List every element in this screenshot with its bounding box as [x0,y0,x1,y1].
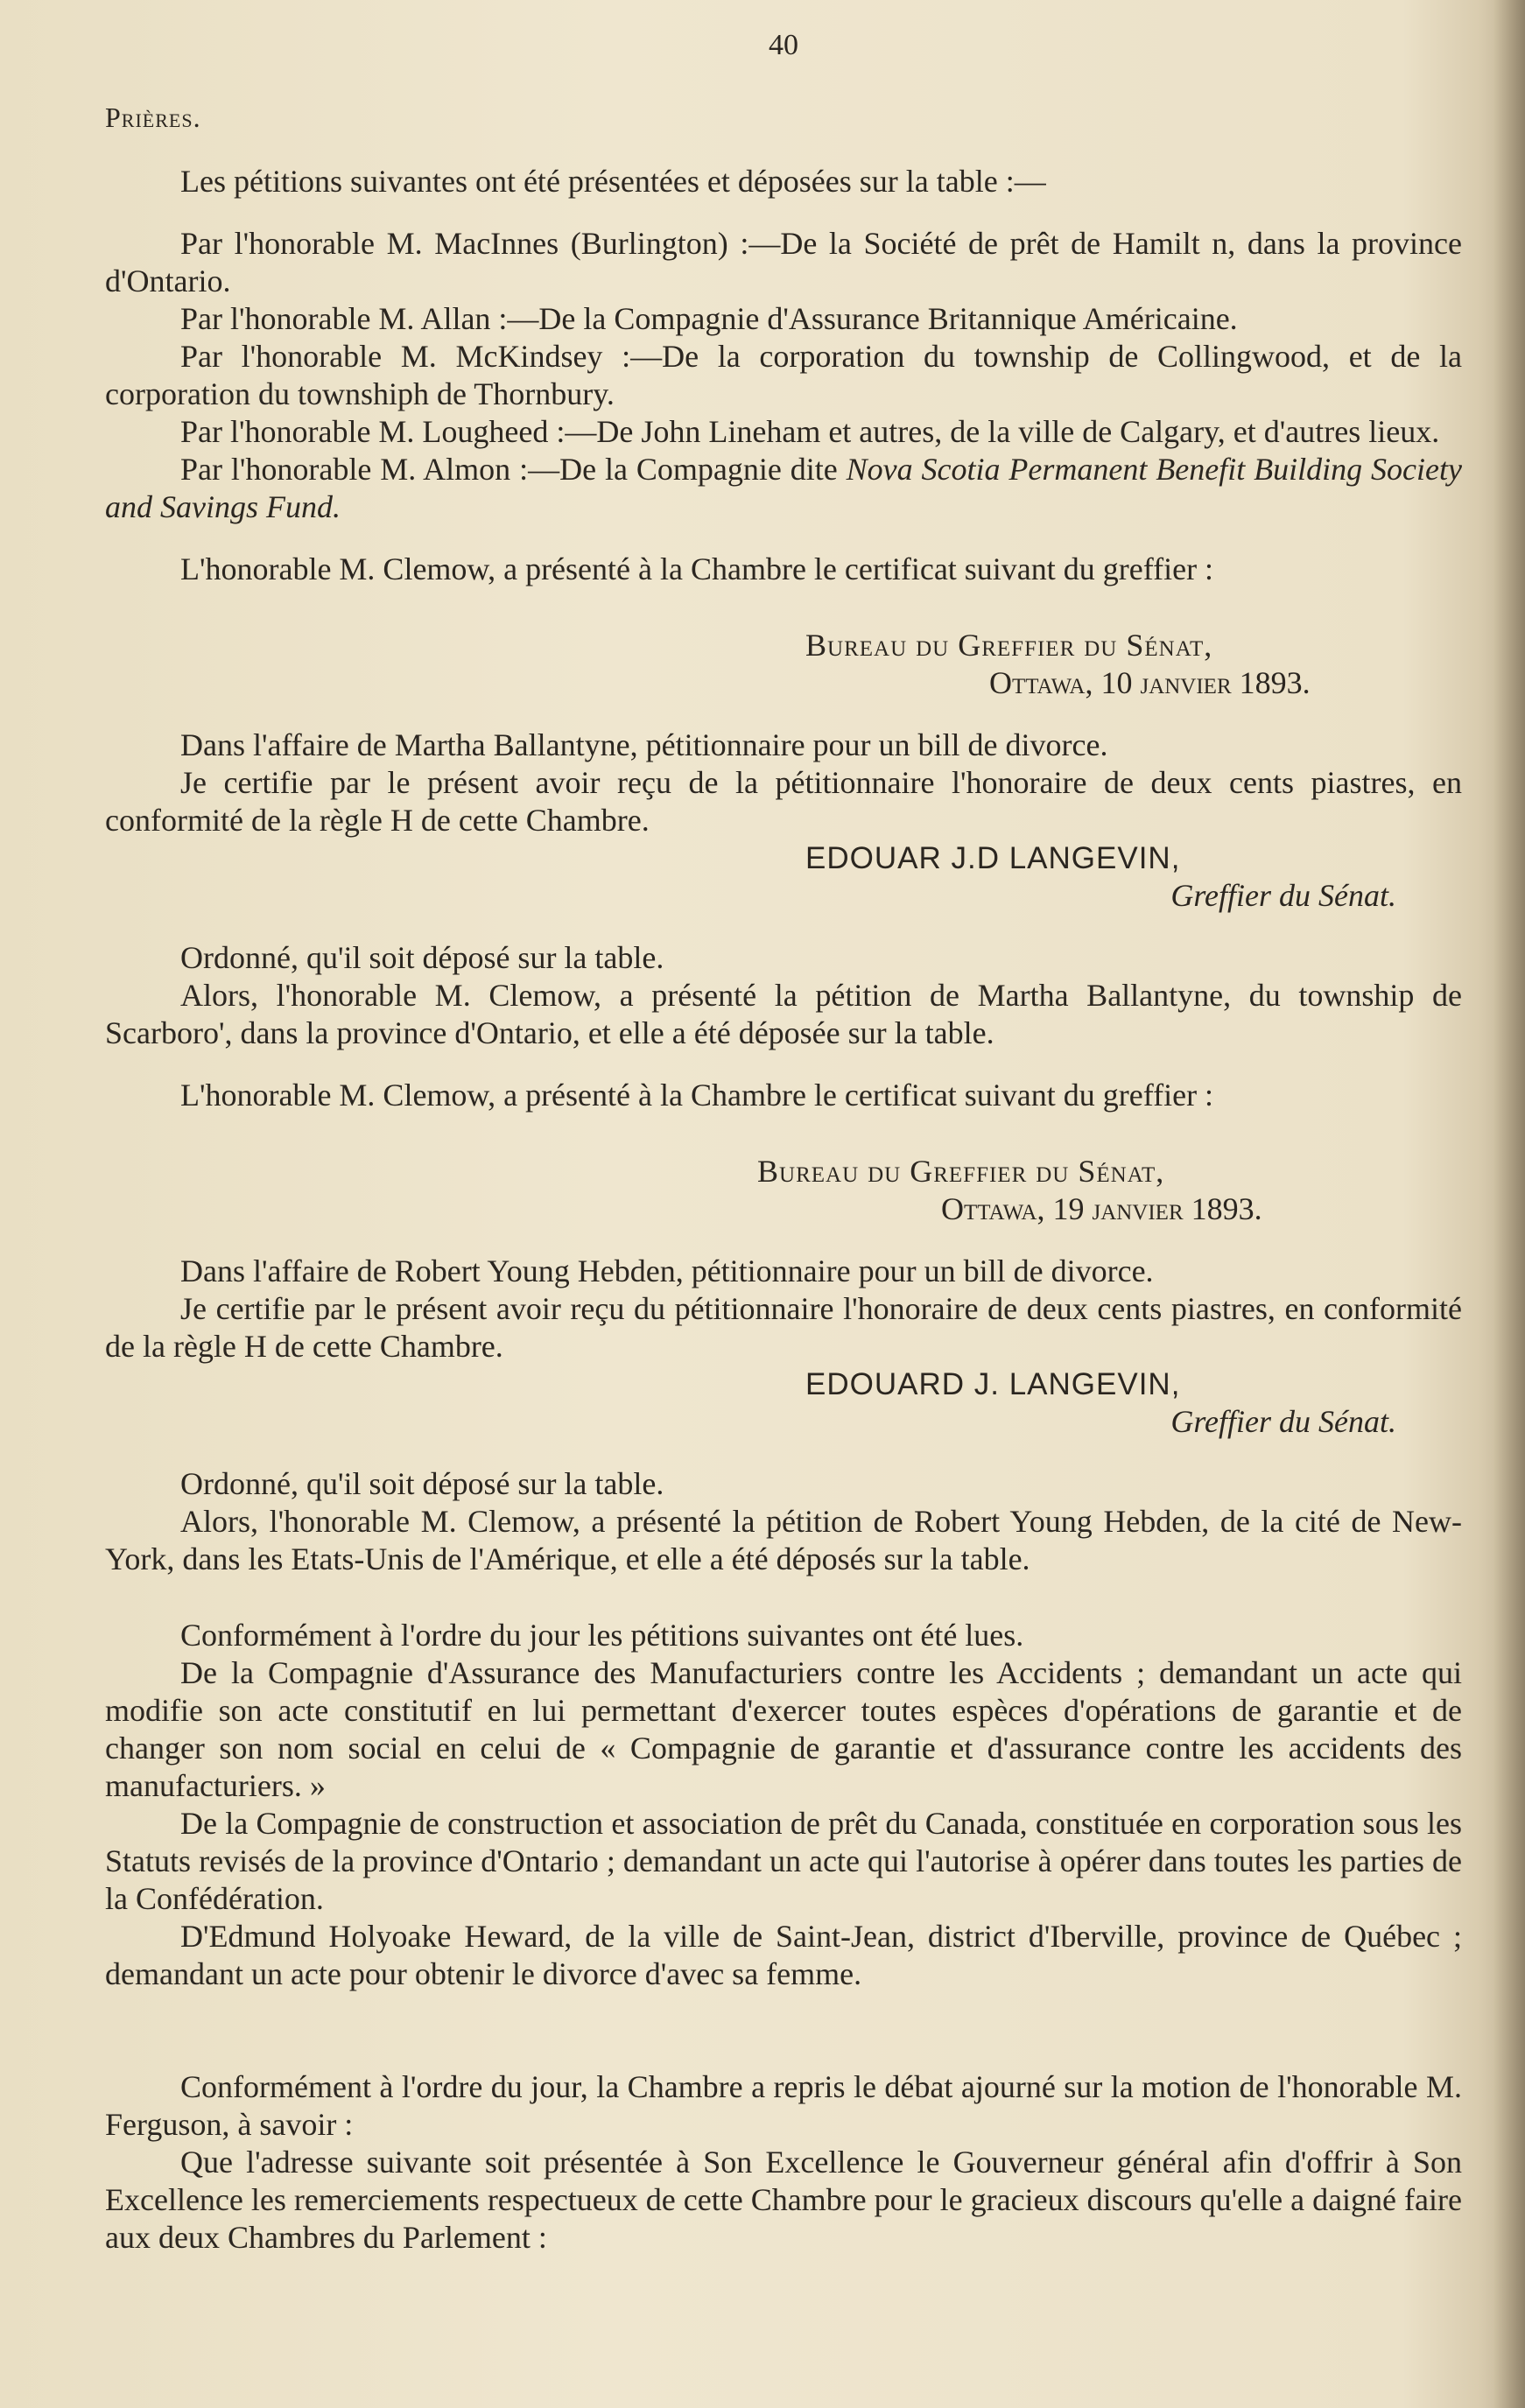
address-motion: Que l'adresse suivante soit présentée à Son Excellence le Gouverneur général afin d'offrir à Son Excellence les remerciements respectueux de cette Chambre pour le gracieux discours qu'elle a daigné faire aux deux Chambres du Parlement : [105,2145,1462,2255]
petition-read-item: De la Compagnie de construction et association de prêt du Canada, constituée en corporation sous les Statuts revisés de la province d'Ontario ; demandant un acte qui l'autorise à opérer dans toutes les parties de la Confédération. [105,1806,1462,1916]
petition-list [105,225,1462,526]
certificate-signer-title: Greffier du Sénat. [1170,1404,1396,1439]
page-edge-shadow [1493,0,1525,2408]
page-content [105,26,1462,2257]
petition-item: Par l'honorable M. McKindsey :—De la corporation du township de Collingwood, et de la corporation du townshiph de Thornbury. [105,339,1462,411]
petition-item [105,451,1462,526]
petition-read-item: D'Edmund Holyoake Heward, de la ville de Saint-Jean, district d'Iberville, province de Québec ; demandant un acte pour obtenir le divorce d'avec sa femme. [105,1919,1462,1991]
certificate-place-date: Ottawa, 10 janvier 1893. [989,665,1311,700]
certificate-matter: Dans l'affaire de Robert Young Hebden, pétitionnaire pour un bill de divorce. [180,1253,1154,1288]
petition-presented-2: Alors, l'honorable M. Clemow, a présenté la pétition de Robert Young Hebden, de la cité de New-York, dans les Etats-Unis de l'Amérique, et elle a été déposés sur la table. [105,1504,1462,1576]
order-deposit-2: Ordonné, qu'il soit déposé sur la table. [180,1466,664,1501]
petition-item-prefix: Par l'honorable M. Almon :—De la Compagnie dite [180,452,847,487]
certificate-signer: EDOUAR J.D LANGEVIN, [805,841,1181,875]
certificate-office: Bureau du Greffier du Sénat, [805,628,1213,663]
petition-item: Par l'honorable M. MacInnes (Burlington) :—De la Société de prêt de Hamilt n, dans la province d'Ontario. [105,226,1462,298]
certificate-signer-title: Greffier du Sénat. [1170,878,1396,913]
petition-item: Par l'honorable M. Lougheed :—De John Lineham et autres, de la ville de Calgary, et d'autres lieux. [180,414,1440,449]
petitions-read-list [105,1654,1462,1993]
certificate-letterhead-1 [805,627,1436,702]
petitions-read-intro: Conformément à l'ordre du jour les pétitions suivantes ont été lues. [180,1618,1024,1653]
petition-read-item: De la Compagnie d'Assurance des Manufacturiers contre les Accidents ; demandant un acte qui modifie son acte constitutif en lui permettant d'exercer toutes espèces d'opérations de garantie et de changer son nom social en celui de « Compagnie de garantie et d'assurance contre les accidents des manufacturiers. » [105,1655,1462,1803]
certificate-intro-2: L'honorable M. Clemow, a présenté à la Chambre le certificat suivant du greffier : [180,1078,1214,1113]
certificate-letterhead-2 [757,1153,1388,1228]
petitions-intro: Les pétitions suivantes ont été présentées et déposées sur la table :— [180,164,1046,199]
certificate-matter: Dans l'affaire de Martha Ballantyne, pétitionnaire pour un bill de divorce. [180,727,1108,762]
certificate-statement: Je certifie par le présent avoir reçu du pétitionnaire l'honoraire de deux cents piastres, en conformité de la règle H de cette Chambre. [105,1291,1462,1364]
section-heading: Prières. [105,102,201,133]
certificate-statement: Je certifie par le présent avoir reçu de la pétitionnaire l'honoraire de deux cents piastres, en conformité de la règle H de cette Chambre. [105,765,1462,838]
debate-resumed: Conformément à l'ordre du jour, la Chambre a repris le débat ajourné sur la motion de l'honorable M. Ferguson, à savoir : [105,2069,1462,2142]
order-deposit-1: Ordonné, qu'il soit déposé sur la table. [180,940,664,975]
certificate-place-date: Ottawa, 19 janvier 1893. [941,1191,1262,1226]
certificate-intro-1: L'honorable M. Clemow, a présenté à la Chambre le certificat suivant du greffier : [180,551,1214,586]
certificate-office: Bureau du Greffier du Sénat, [757,1154,1165,1189]
petition-presented-1: Alors, l'honorable M. Clemow, a présenté la pétition de Martha Ballantyne, du township de Scarboro', dans la province d'Ontario, et elle a été déposée sur la table. [105,978,1462,1050]
certificate-signer: EDOUARD J. LANGEVIN, [805,1367,1181,1401]
petition-item-company-name: Nova Scotia Permanent Benefit Building Society and Savings Fund. [105,452,1462,524]
petition-item: Par l'honorable M. Allan :—De la Compagnie d'Assurance Britannique Américaine. [180,301,1238,336]
page-number: 40 [769,29,798,61]
